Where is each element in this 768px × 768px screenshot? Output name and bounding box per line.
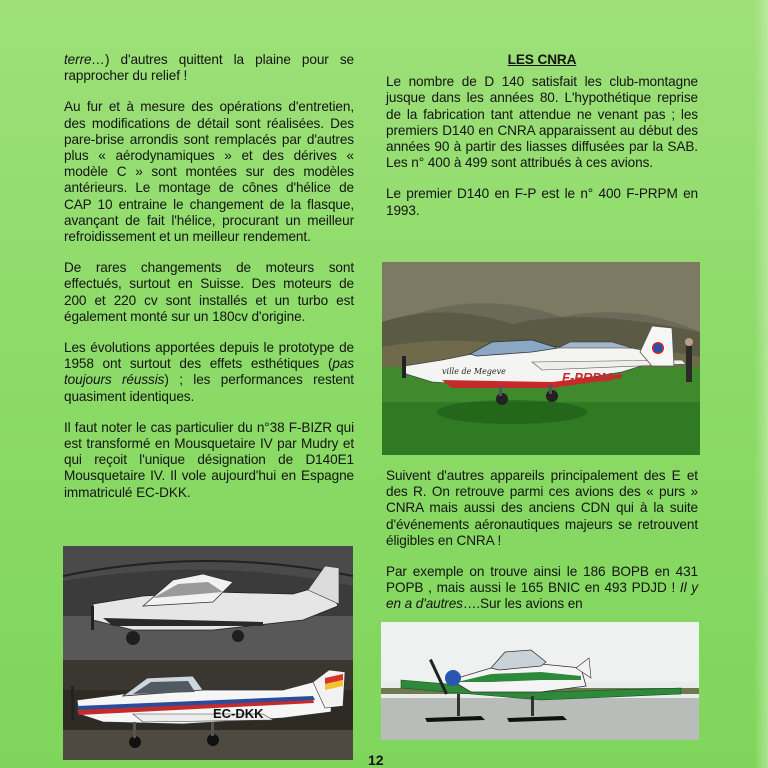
photo-f-prpm bbox=[382, 262, 700, 455]
left-paragraph-1 bbox=[64, 52, 354, 84]
right-paragraph-4-text-a: Par exemple on trouve ainsi le 186 BOPB en 431 POPB , mais aussi le 165 BNIC en 493 PDJD ! bbox=[386, 564, 698, 596]
left-column bbox=[64, 52, 354, 516]
left-paragraph-3: De rares changements de moteurs sont effectués, surtout en Suisse. Des moteurs de 200 et 220 cv sont installés et un turbo est également monté sur un 180cv d'origine. bbox=[64, 260, 354, 324]
right-paragraph-4 bbox=[386, 564, 698, 613]
photo-ec-dkk-image bbox=[63, 660, 353, 760]
photo-d140-skis-image bbox=[381, 622, 699, 740]
registration-ec-dkk: EC-DKK bbox=[213, 706, 264, 721]
left-paragraph-5: Il faut noter le cas particulier du n°38 F-BIZR qui est transformé en Mousquetaire IV par Mudry et qui reçoit l'unique désignation de D140E1 Mousquetaire IV. Il vole aujourd'hui en Espagne immatriculé EC-DKK. bbox=[64, 419, 354, 500]
photo-f-bizr-image bbox=[63, 546, 353, 660]
right-paragraph-3: Suivent d'autres appareils principalement des E et des R. On retrouve parmi ces avions des « purs » CNRA mais aussi des anciens CDN qui à la suite d'événements aéronautiques majeurs se retrouvent éligibles en CNRA ! bbox=[386, 468, 698, 548]
photo-ec-dkk bbox=[63, 660, 353, 760]
left-paragraph-4 bbox=[64, 340, 354, 405]
section-heading: LES CNRA bbox=[507, 52, 577, 67]
left-paragraph-4-italic: pas toujours réussis bbox=[64, 356, 354, 388]
right-column-top bbox=[386, 52, 698, 234]
left-paragraph-1-italic: terre… bbox=[64, 52, 105, 67]
left-paragraph-1-text: ) d'autres quittent la plaine pour se rapprocher du relief ! bbox=[64, 52, 354, 84]
left-paragraph-2: Au fur et à mesure des opérations d'entretien, des modifications de détail sont réalisées. Des pare-brise arrondis sont remplacés par d'autres plus « aérodynamiques » et des dérives « modèle C » sont montées sur des modèles antérieurs. Le montage de cônes d'hélice de CAP 10 entraine le changement de la flasque, avançant de fait l'hélice, procurant un meilleur refroidissement et un meilleur rendement. bbox=[64, 99, 354, 245]
right-paragraph-1: Le nombre de D 140 satisfait les club-montagne jusque dans les années 80. L'hypothétique reprise de la fabrication tant attendue ne venant pas ; les premiers D140 en CNRA apparaissent au début des années 90 à partir des liasses diffusées par la SAB. Les n° 400 à 499 sont attribués à ces avions. bbox=[386, 74, 698, 171]
page-number: 12 bbox=[368, 752, 384, 768]
left-paragraph-4-text-a: Les évolutions apportées depuis le prototype de 1958 ont surtout des effets esthétiques ( bbox=[64, 340, 354, 372]
registration-f-prpm: F-PRPM bbox=[562, 370, 612, 385]
photo-f-prpm-image bbox=[382, 262, 700, 455]
right-paragraph-4-italic: Il y en a d'autres bbox=[386, 580, 698, 612]
photo-f-bizr-bw bbox=[63, 546, 353, 660]
photo-d140-skis bbox=[381, 622, 699, 740]
right-paragraph-4-text-c: ….Sur les avions en bbox=[462, 596, 583, 612]
fuselage-inscription: ville de Megeve bbox=[442, 367, 506, 376]
page-edge-shading bbox=[754, 0, 768, 768]
right-paragraph-2: Le premier D140 en F-P est le n° 400 F-PRPM en 1993. bbox=[386, 186, 698, 218]
right-column-bottom bbox=[386, 468, 698, 628]
left-paragraph-4-text-c: ) ; les performances restent quasiment identiques. bbox=[64, 372, 354, 404]
